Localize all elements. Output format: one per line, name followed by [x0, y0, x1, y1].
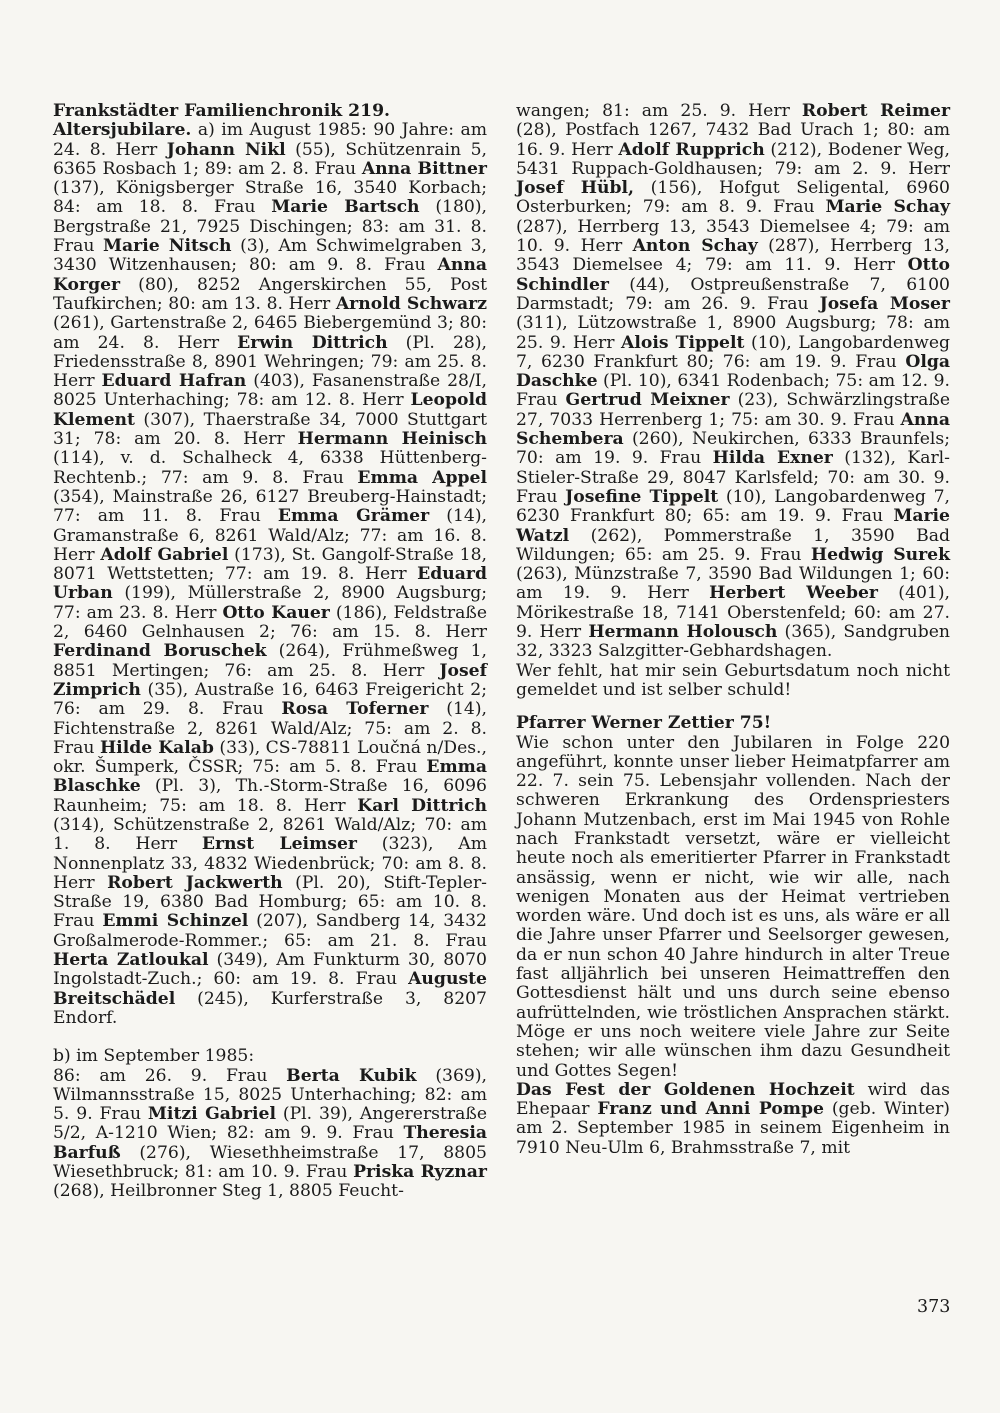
person-name: Eduard Urban	[53, 564, 487, 604]
entry-text: (369), Wilmannsstraße 15, 8025 Unterhaching; 82: am 5. 9. Frau	[53, 1065, 487, 1125]
entry-text: (33), CS-78811 Loučná n/Des., okr. Šumperk, ČSSR; 75: am 5. 8. Frau	[53, 737, 487, 778]
entry-text: (55), Schützenrain 5, 6365 Rosbach 1; 89: am 2. 8. Frau	[53, 139, 487, 179]
entry-text: (28), Postfach 1267, 7432 Bad Urach 1; 80: am 16. 9. Herr	[516, 120, 950, 160]
person-name: Hermann Holousch	[588, 622, 778, 643]
entry-text: (Pl. 28), Friedensstraße 8, 8901 Wehringen; 79: am 25. 8. Herr	[53, 332, 488, 392]
person-name: Rosa Toferner	[281, 699, 429, 720]
entry-text: (268), Heilbronner Steg 1, 8805 Feucht-	[53, 1181, 404, 1202]
entry-text: (287), Herrberg 13, 3543 Diemelsee 4; 79: am 11. 9. Herr	[516, 236, 950, 276]
entry-text: (314), Schützenstraße 2, 8261 Wald/Alz; 70: am 1. 8. Herr	[53, 814, 487, 855]
pastor-article	[516, 714, 950, 1081]
entry-text: (3), Am Schwimelgraben 3, 3430 Witzenhausen; 80: am 9. 8. Frau	[53, 236, 487, 276]
person-name: Leopold Klement	[53, 390, 487, 430]
entry-text: (260), Neukirchen, 6333 Braunfels; 70: am 19. 9. Frau	[516, 429, 950, 469]
entry-text: (44), Ostpreußenstraße 7, 6100 Darmstadt; 79: am 26. 9. Frau	[516, 274, 950, 314]
person-name: Gertrud Meixner	[565, 390, 730, 411]
entry-text: (323), Am Nonnenplatz 33, 4832 Wiedenbrück; 70: am 8. 8. Herr	[53, 834, 487, 893]
person-name: Hilda Exner	[712, 448, 833, 469]
entry-text: (14), Gramanstraße 6, 8261 Wald/Alz; 77: am 16. 8. Herr	[53, 506, 487, 565]
person-name: Adolf Rupprich	[618, 139, 765, 160]
person-name: Alois Tippelt	[621, 332, 745, 353]
person-name: Arnold Schwarz	[335, 293, 487, 314]
person-name: Hermann Heinisch	[297, 429, 487, 450]
entry-text: (Pl. 3), Th.-Storm-Straße 16, 6096 Raunheim; 75: am 18. 8. Herr	[53, 776, 487, 816]
entry-text: (354), Mainstraße 26, 6127 Breuberg-Hainstadt; 77: am 11. 8. Frau	[53, 486, 487, 527]
entry-text: (307), Thaerstraße 34, 7000 Stuttgart 31; 78: am 20. 8. Herr	[53, 409, 487, 450]
person-name: Emma Appel	[357, 467, 487, 488]
person-name: Priska Ryznar	[353, 1162, 487, 1183]
entry-text: (14), Fichtenstraße 2, 8261 Wald/Alz; 75: am 2. 8. Frau	[53, 699, 487, 758]
left-column	[53, 102, 487, 1202]
september-entries	[53, 1066, 487, 1202]
person-name: Das Fest der Goldenen Hochzeit	[516, 1079, 855, 1100]
entry-text: (287), Herrberg 13, 3543 Diemelsee 4; 79: am 10. 9. Herr	[516, 216, 950, 257]
person-name: Hedwig Surek	[810, 544, 951, 565]
entry-text: (403), Fasanenstraße 28/I, 8025 Unterhaching; 78: am 12. 8. Herr	[53, 371, 487, 411]
september-entries-continued	[516, 102, 950, 662]
person-name: Ferdinand Boruschek	[53, 641, 267, 662]
person-name: Johann Nikl	[166, 139, 286, 160]
entry-text: (Pl. 39), Angererstraße 5/2, A-1210 Wien; 82: am 9. 9. Frau	[53, 1104, 487, 1144]
entry-text: (311), Lützowstraße 1, 8900 Augsburg; 78: am 25. 9. Herr	[516, 313, 950, 353]
entry-text: (365), Sandgruben 32, 3323 Salzgitter-Gebhardshagen.	[516, 622, 951, 662]
chronicle-title: Frankstädter Familienchronik 219.	[53, 101, 391, 121]
person-name: Adolf Gabriel	[100, 544, 229, 565]
entry-text: (10), Langobardenweg 7, 6230 Frankfurt 80; 76: am 19. 9. Frau	[516, 332, 950, 372]
entry-text: (199), Müllerstraße 2, 8900 Augsburg; 77: am 23. 8. Herr	[53, 583, 487, 623]
entry-text: (23), Schwärzlingstraße 27, 7033 Herrenberg 1; 75: am 30. 9. Frau	[516, 390, 951, 430]
person-name: Emma Blaschke	[53, 757, 487, 797]
august-entries	[53, 120, 487, 1028]
person-name: Herbert Weeber	[709, 583, 878, 604]
person-name: Anton Schay	[632, 236, 758, 257]
august-heading: a) im August 1985:	[191, 120, 367, 141]
person-name: Karl Dittrich	[357, 795, 487, 816]
september-intro	[53, 1047, 487, 1201]
entry-text: (401), Mörikestraße 18, 7141 Oberstenfeld; 60: am 27. 9. Herr	[516, 583, 950, 643]
person-name: Josef Hübl,	[516, 178, 635, 199]
person-name: Auguste Breitschädel	[53, 969, 487, 1009]
person-name: Anna Bittner	[361, 158, 487, 179]
entry-text: (186), Feldstraße 2, 6460 Gelnhausen 2; 76: am 15. 8. Herr	[53, 602, 487, 643]
entry-text: 90 Jahre: am 24. 8. Herr	[53, 120, 487, 160]
entry-text: (137), Königsberger Straße 16, 3540 Korbach; 84: am 18. 8. Frau	[53, 178, 487, 218]
person-name: Berta Kubik	[286, 1065, 417, 1086]
person-name: Anna Schembera	[516, 409, 950, 450]
page-number: 373	[917, 1297, 951, 1317]
person-name: Marie Schay	[825, 197, 950, 218]
right-column	[516, 102, 950, 1158]
person-name: Josefine Tippelt	[565, 486, 719, 507]
september-heading: b) im September 1985:	[53, 1046, 255, 1067]
pastor-title: Pfarrer Werner Zettier 75!	[516, 713, 772, 734]
entry-text: (132), Karl-Stieler-Straße 29, 8047 Karlsfeld; 70: am 30. 9. Frau	[516, 448, 950, 507]
entry-text: wird das Ehepaar	[516, 1079, 950, 1120]
person-name: Erwin Dittrich	[237, 332, 388, 353]
entry-text: (Pl. 20), Stift-Tepler-Straße 19, 6380 Bad Homburg; 65: am 10. 8. Frau	[53, 872, 487, 932]
person-name: Robert Reimer	[801, 101, 951, 121]
pastor-text: Wie schon unter den Jubilaren in Folge 220 angeführt, konnte unser lieber Heimatpfarrer am 22. 7. sein 75. Lebensjahr vollenden. Nach der schweren Erkrankung des Ordenspriesters Johann Mutzenbach, erst im Mai 1945 von Rohle nach Frankstadt versetzt, wäre er vielleicht heute noch als emeritierter Pfarrer in Frankstadt ansässig, wenn er nicht, wie wir alle, nach wenigen Monaten aus der Heimat vertrieben worden wäre. Und doch ist es uns, als wäre er all die Jahre unser Pfarrer und Seelsorger gewesen, da er nun schon 40 Jahre hindurch in alter Treue fast alljährlich bei unseren Heimattreffen den Gottesdienst hält und uns durch seine ebenso aufrüttelnden, wie tröstlichen Ansprachen stärkt. Möge er uns noch weitere viele Jahre zur Seite stehen; wir alle wünschen ihm dazu Gesundheit und Gottes Segen!	[516, 732, 950, 1081]
person-name: Eduard Hafran	[101, 371, 247, 392]
person-name: Franz und Anni Pompe	[597, 1099, 824, 1120]
entry-text: (35), Austraße 16, 6463 Freigericht 2; 76: am 29. 8. Frau	[53, 679, 487, 720]
golden-wedding-article	[516, 1081, 950, 1158]
person-name: Hilde Kalab	[99, 737, 214, 758]
entry-text: (156), Hofgut Seligental, 6960 Osterburken; 79: am 8. 9. Frau	[516, 178, 950, 218]
chronicle-intro	[53, 102, 487, 1028]
entry-text: (114), v. d. Schalheck 4, 6338 Hüttenberg-Rechtenb.; 77: am 9. 8. Frau	[53, 448, 487, 488]
jubilee-heading: Altersjubilare.	[53, 120, 192, 141]
person-name: Otto Kauer	[222, 602, 330, 623]
entry-text: (Pl. 10), 6341 Rodenbach; 75: am 12. 9. Frau	[516, 371, 950, 411]
entry-text: (276), Wiesethheimstraße 17, 8805 Wiesethbruck; 81: am 10. 9. Frau	[53, 1142, 487, 1183]
person-name: Mitzi Gabriel	[147, 1104, 276, 1125]
entry-text: (212), Bodener Weg, 5431 Ruppach-Goldhausen; 79: am 2. 9. Herr	[516, 139, 950, 179]
entry-text: (262), Pommerstraße 1, 3590 Bad Wildungen; 65: am 25. 9. Frau	[516, 525, 950, 565]
entry-text: (207), Sandberg 14, 3432 Großalmerode-Rommer.; 65: am 21. 8. Frau	[53, 911, 487, 951]
entry-text: 86: am 26. 9. Frau	[53, 1065, 287, 1086]
person-name: Josefa Moser	[819, 293, 950, 314]
person-name: Anna Korger	[53, 255, 487, 295]
entry-text: (245), Kurferstraße 3, 8207 Endorf.	[53, 988, 487, 1028]
person-name: Marie Bartsch	[271, 197, 420, 218]
person-name: Josef Zimprich	[53, 660, 487, 700]
person-name: Emma Grämer	[277, 506, 430, 527]
entry-text: (80), 8252 Angerskirchen 55, Post Taufkirchen; 80: am 13. 8. Herr	[53, 274, 487, 314]
person-name: Marie Watzl	[516, 506, 950, 546]
entry-text: (173), St. Gangolf-Straße 18, 8071 Wettstetten; 77: am 19. 8. Herr	[53, 544, 487, 585]
entry-text: wangen; 81: am 25. 9. Herr	[516, 101, 802, 121]
person-name: Theresia Barfuß	[53, 1123, 487, 1163]
entry-text: (geb. Winter) am 2. September 1985 in seinem Eigenheim in 7910 Neu-Ulm 6, Brahmsstraße 7, mit	[516, 1099, 951, 1158]
person-name: Emmi Schinzel	[102, 911, 249, 932]
entry-text: (180), Bergstraße 21, 7925 Dischingen; 83: am 31. 8. Frau	[53, 197, 487, 257]
person-name: Ernst Leimser	[201, 834, 357, 855]
person-name: Robert Jackwerth	[107, 872, 283, 893]
entry-text: (10), Langobardenweg 7, 6230 Frankfurt 80; 65: am 19. 9. Frau	[516, 486, 950, 527]
missing-note: Wer fehlt, hat mir sein Geburtsdatum noch nicht gemeldet und ist selber schuld!	[516, 660, 950, 700]
person-name: Otto Schindler	[516, 255, 950, 295]
person-name: Marie Nitsch	[103, 236, 232, 257]
entry-text: (264), Frühmeßweg 1, 8851 Mertingen; 76: am 25. 8. Herr	[53, 641, 487, 681]
entry-text: (261), Gartenstraße 2, 6465 Biebergemünd 3; 80: am 24. 8. Herr	[53, 313, 487, 353]
entry-text: (263), Münzstraße 7, 3590 Bad Wildungen 1; 60: am 19. 9. Herr	[516, 564, 950, 604]
person-name: Olga Daschke	[516, 351, 950, 392]
person-name: Herta Zatloukal	[53, 950, 209, 971]
entry-text: (349), Am Funkturm 30, 8070 Ingolstadt-Zuch.; 60: am 19. 8. Frau	[53, 950, 487, 990]
